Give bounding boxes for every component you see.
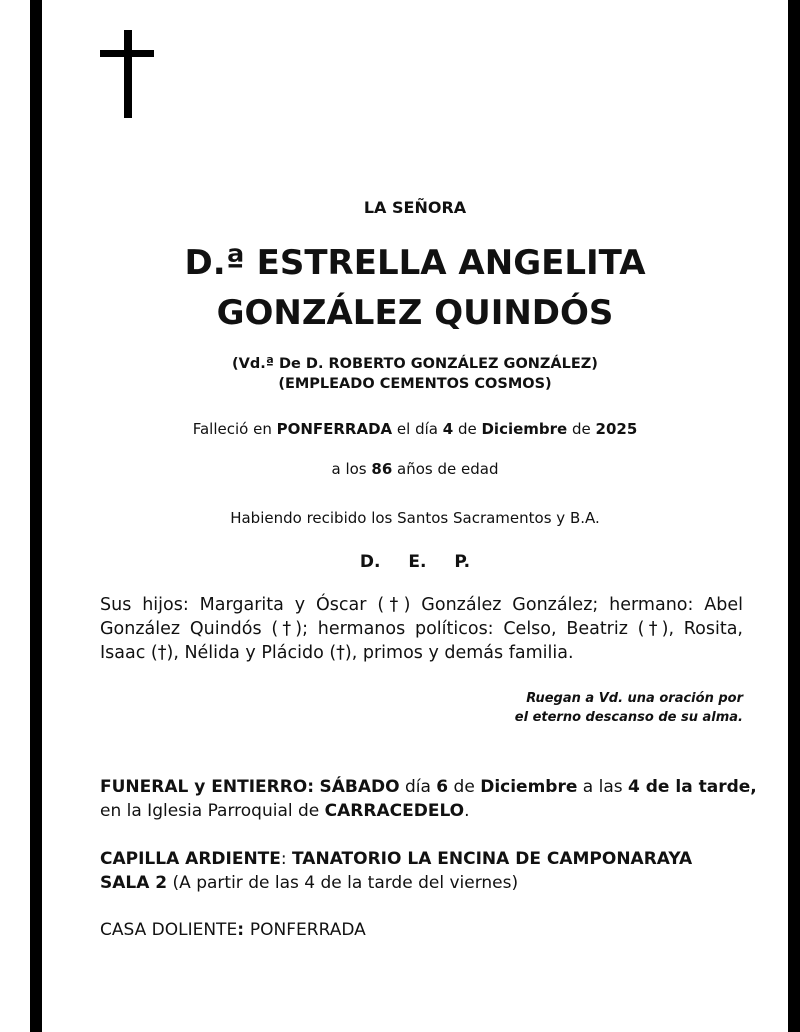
right-border bbox=[788, 0, 800, 1032]
cross-icon bbox=[100, 30, 156, 120]
sacraments-line: Habiendo recibido los Santos Sacramentos y B.A. bbox=[230, 509, 600, 527]
funeral-line-1: FUNERAL y ENTIERRO: SÁBADO día 6 de Diciembre a las 4 de la tarde, bbox=[100, 777, 757, 797]
title: LA SEÑORA bbox=[363, 198, 467, 217]
chapel-line-1: CAPILLA ARDIENTE: TANATORIO LA ENCINA DE CAMPONARAYA bbox=[100, 849, 693, 869]
deceased-name bbox=[60, 238, 770, 338]
chapel-info bbox=[100, 847, 760, 895]
funeral-line-2: en la Iglesia Parroquial de CARRACEDELO. bbox=[100, 801, 470, 821]
name-line-1: D.ª ESTRELLA ANGELITA bbox=[184, 243, 646, 283]
death-line: Falleció en PONFERRADA el día 4 de Diciembre de 2025 bbox=[192, 420, 638, 438]
widow-block bbox=[60, 354, 770, 394]
mourning-house: CASA DOLIENTE: PONFERRADA bbox=[100, 920, 366, 940]
dep-line: D. E. P. bbox=[359, 552, 471, 572]
occupation: (EMPLEADO CEMENTOS COSMOS) bbox=[278, 376, 552, 392]
prayer-line-1: Ruegan a Vd. una oración por bbox=[526, 691, 743, 706]
chapel-line-2: SALA 2 (A partir de las 4 de la tarde del viernes) bbox=[100, 873, 519, 893]
prayer-request bbox=[515, 689, 743, 727]
funeral-info bbox=[100, 775, 760, 823]
prayer-line-2: el eterno descanso de su alma. bbox=[514, 710, 743, 725]
widow-of: (Vd.ª De D. ROBERTO GONZÁLEZ GONZÁLEZ) bbox=[232, 356, 598, 372]
name-line-2: GONZÁLEZ QUINDÓS bbox=[216, 293, 614, 333]
age-line: a los 86 años de edad bbox=[331, 460, 499, 478]
left-border bbox=[30, 0, 42, 1032]
family-paragraph: Sus hijos: Margarita y Óscar (†) González González; hermano: Abel González Quindós (†); hermanos políticos: Celso, Beatriz (†), Rosita, Isaac (†), Nélida y Plácido (†), primos y demás familia. bbox=[100, 595, 743, 663]
